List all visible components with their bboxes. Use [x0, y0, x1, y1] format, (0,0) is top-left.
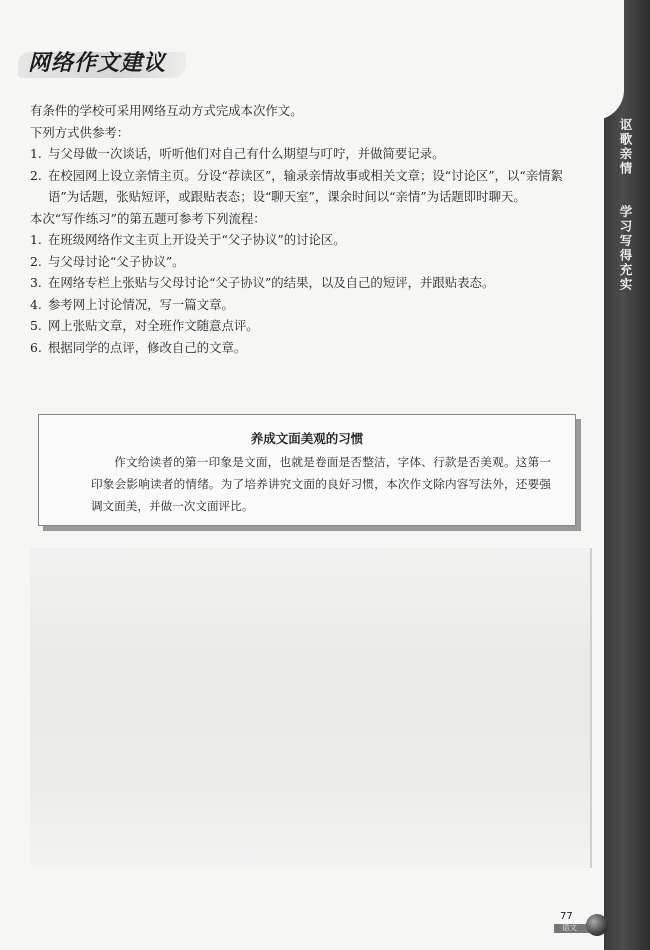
list-item	[30, 272, 590, 294]
mid-line: 本次“写作练习”的第五题可参考下列流程：	[30, 210, 266, 226]
list-number: 2.	[30, 167, 42, 183]
intro-line: 下列方式供参考：	[30, 124, 130, 140]
section-heading	[18, 44, 188, 84]
intro-line: 有条件的学校可采用网络互动方式完成本次作文。	[30, 103, 303, 118]
tip-box	[38, 414, 576, 526]
heading-title: 网络作文建议	[28, 50, 167, 76]
list-text: 在网络专栏上张贴与父母讨论“父子协议”的结果，以及自己的短评，并跟贴表态。	[48, 275, 495, 290]
list-text: 参考网上讨论情况，写一篇文章。	[48, 296, 234, 312]
list-item	[30, 315, 590, 337]
background-wash	[30, 548, 592, 868]
list-number: 2.	[30, 253, 42, 269]
footer-ball-icon	[586, 914, 608, 936]
list-item	[30, 251, 590, 273]
list-text: 网上张贴文章，对全班作文随意点评。	[48, 318, 259, 333]
page-number: 77	[560, 911, 573, 922]
list-item	[30, 229, 590, 251]
list-text: 与父母讨论“父子协议”。	[48, 253, 185, 269]
subject-tag: 语文	[562, 923, 577, 932]
list-item	[30, 143, 590, 165]
side-section-label: 学习写得充实	[618, 205, 633, 292]
list-item	[30, 337, 590, 359]
list-text: 在校园网上设立亲情主页。分设“荐读区”，输录亲情故事或相关文章；设“讨论区”，以“亲情絮语”为话题，张贴短评，或跟贴表态；设“聊天室”，课余时间以“亲情”为话题即时聊天。	[48, 167, 563, 204]
list-number: 1.	[30, 146, 42, 161]
side-unit-label: 讴歌亲情	[618, 118, 633, 176]
list-text: 在班级网络作文主页上开设关于“父子协议”的讨论区。	[48, 232, 346, 247]
list-number: 1.	[30, 232, 42, 247]
list-number: 4.	[30, 296, 42, 312]
tip-title: 养成文面美观的习惯	[250, 431, 364, 446]
list-number: 6.	[30, 339, 42, 355]
list-item	[30, 294, 590, 316]
list-item	[30, 165, 590, 208]
side-brush-edge	[594, 0, 624, 120]
list-number: 5.	[30, 318, 42, 333]
tip-body: 作文给读者的第一印象是文面，也就是卷面是否整洁，字体、行款是否美观。这第一印象会影响读者的情绪。为了培养讲究文面的良好习惯，本次作文除内容写法外，还要强调文面美，并做一次文面评比。	[91, 455, 551, 513]
body-text	[30, 100, 590, 358]
list-text: 与父母做一次谈话，听听他们对自己有什么期望与叮咛，并做简要记录。	[48, 146, 445, 161]
list-text: 根据同学的点评，修改自己的文章。	[48, 339, 247, 355]
list-number: 3.	[30, 275, 42, 290]
